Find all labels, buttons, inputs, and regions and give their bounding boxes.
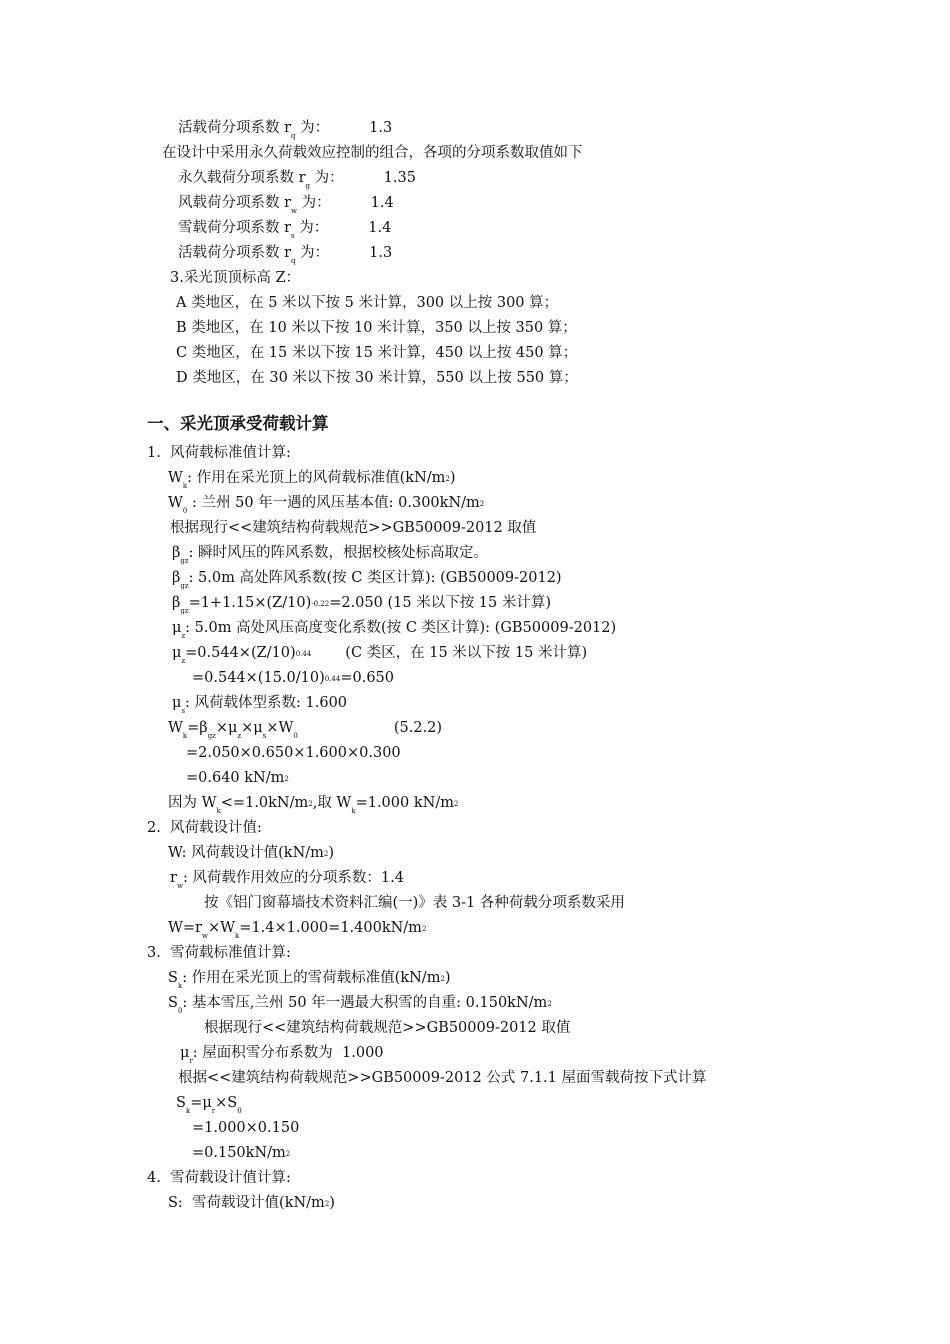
rw-definition: $r_w$: 风荷载作用效应的分项系数：1.4 [170,870,404,890]
wind-load-factor-line: 风载荷分项系数 $r_w$ 为： 1.4 [178,195,394,215]
wind-standard-title: 1. 风荷载标准值计算: [147,445,291,461]
wk-formula: $W_k=\beta_{gz}\times\mu_z\times\mu_s\times W_0$ (5.2.2) [168,720,443,740]
sk-substitution: =1.000×0.150 [192,1120,300,1136]
terrain-class-d: D 类地区，在 30 米以下按 30 米计算，550 以上按 550 算； [176,370,578,386]
ur-definition: $\mu_r$: 屋面积雪分布系数为 1.000 [180,1045,384,1065]
bgz-definition: $\beta_{gz}$: 瞬时风压的阵风系数，根据校核处标高取定。 [172,545,489,565]
snow-standard-title: 3. 雪荷载标准值计算: [147,945,291,961]
terrain-class-b: B 类地区，在 10 米以下按 10 米计算，350 以上按 350 算； [176,320,577,336]
live-load-factor-line-2: 活载荷分项系数 $r_q$ 为： 1.3 [178,245,393,265]
bgz-height-note: $\beta_{gz}$: 5.0m 高处阵风系数(按 C 类区计算): (GB50009-2012) [172,570,562,590]
terrain-class-c: C 类地区，在 15 米以下按 15 米计算，450 以上按 450 算； [176,345,578,361]
s-definition: S: 雪荷载设计值$(kN/m^2)$ [168,1195,335,1211]
wk-result: =0.640 $kN/m^2$ [186,770,289,786]
section-heading: 一、采光顶承受荷载计算 [147,414,329,433]
uz-result: $=0.544\times(15.0/10)^{0.44}=0.650$ [192,670,395,686]
s0-definition: $S_0$: 基本雪压,兰州 50 年一遇最大积雪的自重: $0.150kN/m^2$ [168,995,552,1015]
wk-adopted: 因为 $W_k<=1.0kN/m^2$,取 $W_k=1.000$ $kN/m^2$ [168,795,459,815]
snow-calc-note: 根据<<建筑结构荷载规范>>GB50009-2012 公式 7.1.1 屋面雪载荷按下式计算 [178,1070,707,1086]
w-formula: $W=r_w\times W_k=1.4\times 1.000=1.400kN/m^2$ [168,920,427,940]
roof-elevation-title: 3.采光顶顶标高 Z： [170,270,301,286]
permanent-load-factor-line: 永久载荷分项系数 $r_g$ 为： 1.35 [178,170,416,190]
wind-design-title: 2. 风荷载设计值: [147,820,262,836]
permanent-combination-note: 在设计中采用永久荷载效应控制的组合，各项的分项系数取值如下 [162,145,583,161]
w-definition: W: 风荷载设计值$(kN/m^2)$ [168,845,335,861]
sk-definition: $S_k$: 作用在采光顶上的雪荷载标准值$(kN/m^2)$ [168,970,451,990]
sk-formula: $S_k=\mu_r\times S_0$ [176,1095,242,1115]
snow-load-factor-line: 雪载荷分项系数 $r_s$ 为： 1.4 [178,220,392,240]
uz-formula: $\mu_z=0.544\times(Z/10)^{0.44}$ (C 类区，在 15 米以下按 15 米计算) [172,645,588,665]
terrain-class-a: A 类地区，在 5 米以下按 5 米计算，300 以上按 300 算； [176,295,559,311]
bgz-formula: $\beta_{gz}=1+1.15\times(Z/10)^{-0.22}=2.050$ (15 米以下按 15 米计算) [172,595,552,615]
factor-source-note: 按《铝门窗幕墙技术资料汇编(一)》表 3-1 各种荷载分项系数采用 [204,895,625,911]
wind-code-basis: 根据现行<<建筑结构荷载规范>>GB50009-2012 取值 [170,520,537,536]
wk-substitution: =2.050×0.650×1.600×0.300 [186,745,401,761]
snow-design-title: 4. 雪荷载设计值计算: [147,1170,291,1186]
w0-definition: $W_0$ : 兰州 50 年一遇的风压基本值: $0.300kN/m^2$ [168,495,485,515]
uz-definition: $\mu_z$: 5.0m 高处风压高度变化系数(按 C 类区计算): (GB50009-2012) [172,620,617,640]
snow-code-basis: 根据现行<<建筑结构荷载规范>>GB50009-2012 取值 [204,1020,571,1036]
us-definition: $\mu_s$: 风荷载体型系数: 1.600 [172,695,348,715]
sk-result: $=0.150kN/m^2$ [192,1145,291,1161]
live-load-factor-line: 活载荷分项系数 $r_q$ 为： 1.3 [178,120,393,140]
wk-definition: $W_k$: 作用在采光顶上的风荷载标准值$(kN/m^2)$ [168,470,456,490]
